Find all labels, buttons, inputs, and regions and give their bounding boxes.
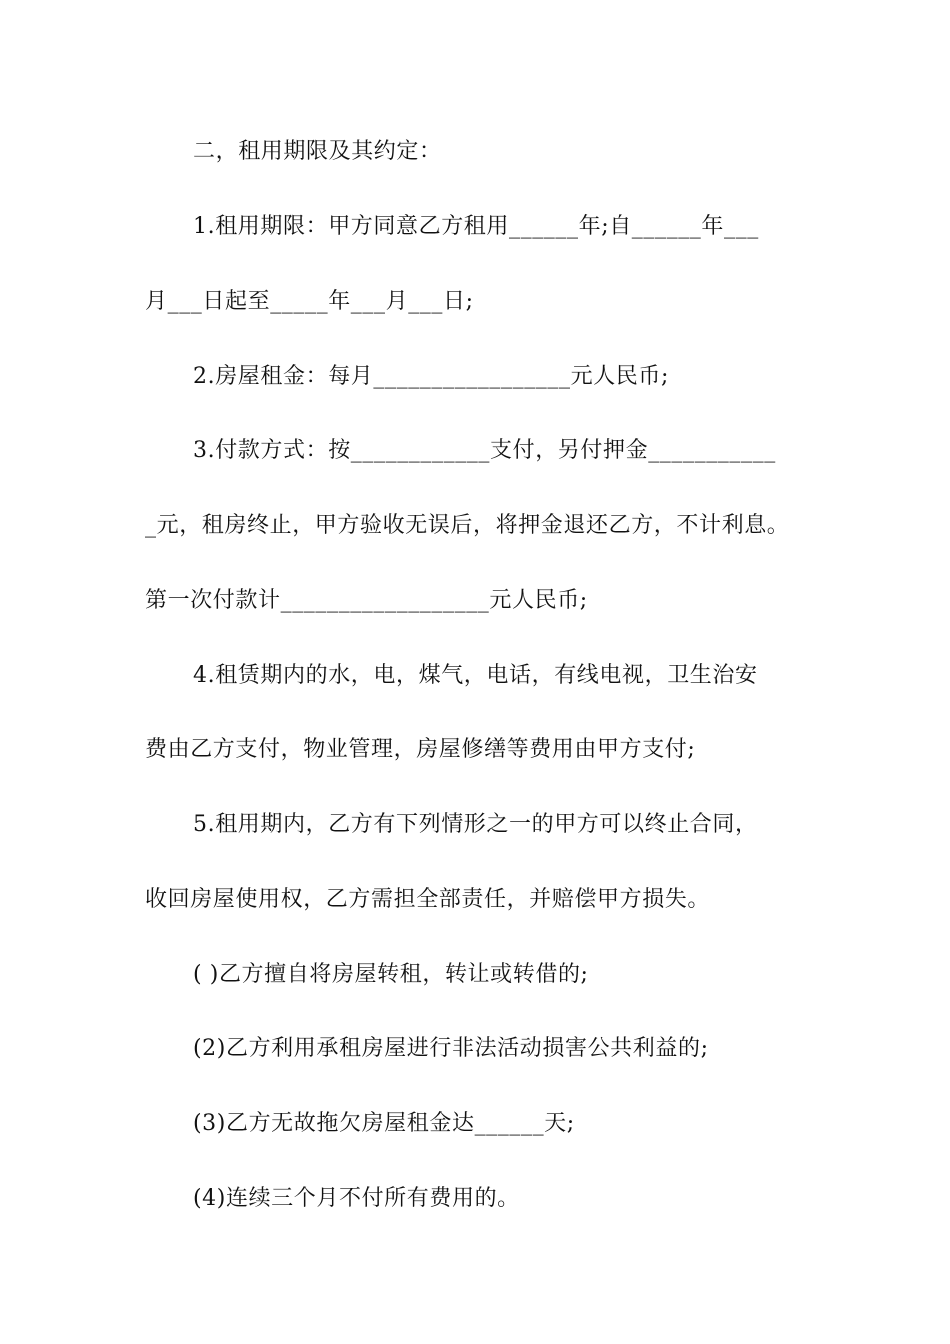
condition-4: (4)连续三个月不付所有费用的。 bbox=[193, 1186, 520, 1211]
clause-5-line-1: 5.租用期内，乙方有下列情形之一的甲方可以终止合同， bbox=[193, 812, 758, 837]
condition-3: (3)乙方无故拖欠房屋租金达______天; bbox=[193, 1111, 575, 1136]
clause-3-line-2: _元，租房终止，甲方验收无误后，将押金退还乙方，不计利息。 bbox=[145, 513, 790, 538]
condition-1: ( )乙方擅自将房屋转租，转让或转借的; bbox=[193, 962, 589, 987]
clause-4-line-1: 4.租赁期内的水，电，煤气，电话，有线电视，卫生治安 bbox=[193, 663, 758, 688]
clause-3-line-3: 第一次付款计__________________元人民币; bbox=[145, 588, 588, 613]
clause-2-line: 2.房屋租金：每月_________________元人民币; bbox=[193, 364, 670, 389]
condition-2: (2)乙方利用承租房屋进行非法活动损害公共利益的; bbox=[193, 1036, 709, 1061]
section-heading: 二，租用期限及其约定： bbox=[193, 139, 442, 164]
clause-4-line-2: 费由乙方支付，物业管理，房屋修缮等费用由甲方支付; bbox=[145, 737, 696, 762]
clause-1-line-2: 月___日起至_____年___月___日; bbox=[145, 289, 474, 314]
clause-1-line-1: 1.租用期限：甲方同意乙方租用______年;自______年___ bbox=[193, 214, 759, 239]
clause-5-line-2: 收回房屋使用权，乙方需担全部责任，并赔偿甲方损失。 bbox=[145, 887, 711, 912]
clause-3-line-1: 3.付款方式：按____________支付，另付押金___________ bbox=[193, 438, 776, 463]
